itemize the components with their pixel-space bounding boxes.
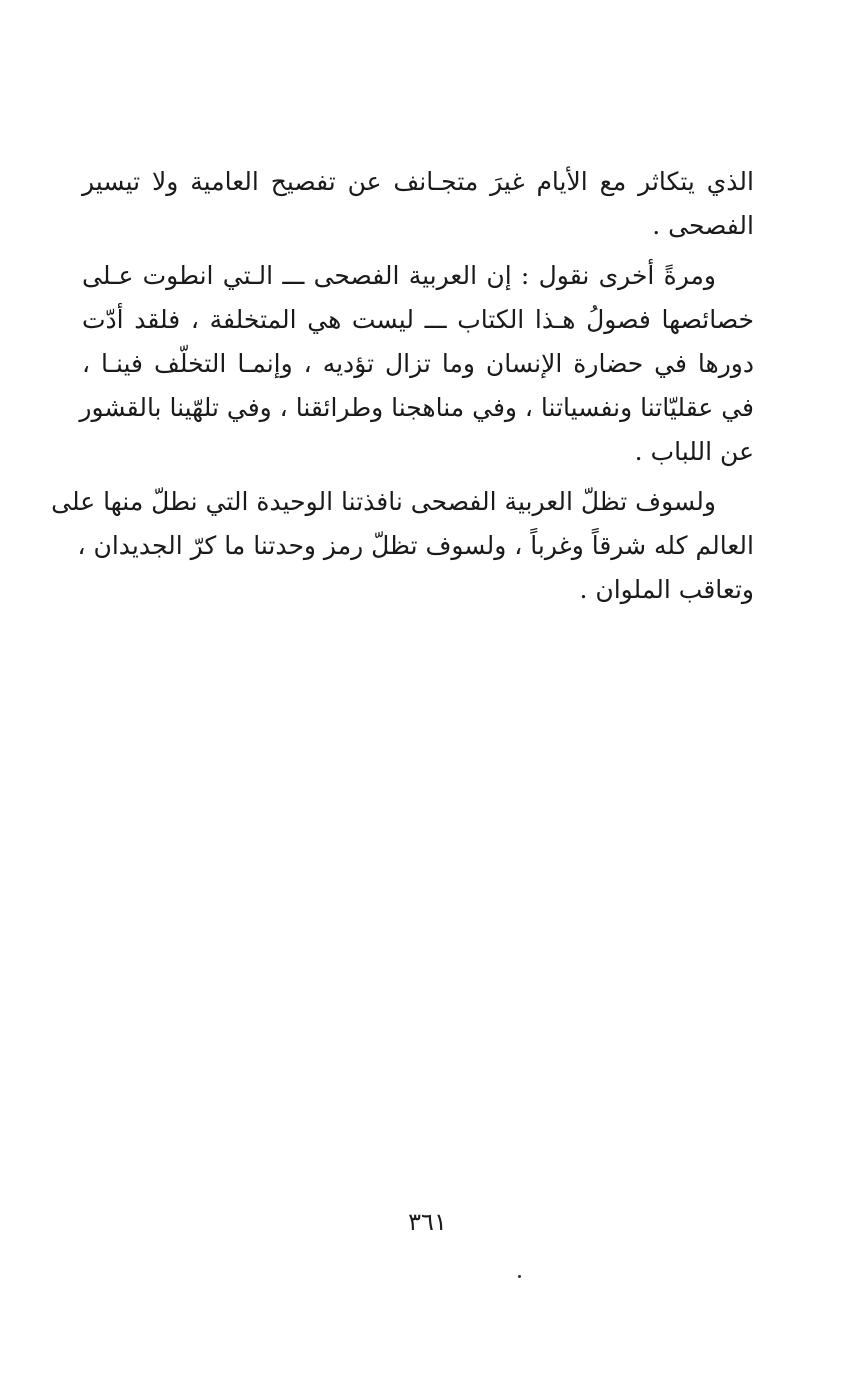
- paragraph-1: [82, 160, 754, 248]
- text-line: في عقليّاتنا ونفسياتنا ، وفي مناهجنا وطرائقنا ، وفي تلهّينا بالقشور: [79, 393, 754, 422]
- paragraph-2: [79, 254, 754, 474]
- text-line: دورها في حضارة الإنسان وما تزال تؤديه ، وإنمـا التخلّف فينـا ،: [82, 349, 754, 378]
- page-number: ٣٦١: [408, 1208, 447, 1236]
- text-line: ومرةً أخرى نقول : إن العربية الفصحى ـــ الـتي انطوت عـلى: [82, 261, 716, 290]
- text-line: وتعاقب الملوان .: [579, 575, 754, 604]
- text-line: الفصحى .: [652, 211, 754, 240]
- text-line: العالم كله شرقاً وغرباً ، ولسوف تظلّ رمز وحدتنا ما كرّ الجديدان ،: [77, 531, 754, 560]
- text-line: خصائصها فصولُ هـذا الكتاب ـــ ليست هي المتخلفة ، فلقد أدّت: [82, 305, 754, 334]
- paragraph-3: [51, 480, 754, 612]
- text-line: ولسوف تظلّ العربية الفصحى نافذتنا الوحيدة التي نطلّ منها على: [51, 487, 716, 516]
- print-speck: [518, 1275, 521, 1278]
- body-text: [51, 160, 754, 612]
- text-line: الذي يتكاثر مع الأيام غيرَ متجـانف عن تفصيح العامية ولا تيسير: [82, 167, 754, 196]
- text-line: عن اللباب .: [634, 437, 754, 466]
